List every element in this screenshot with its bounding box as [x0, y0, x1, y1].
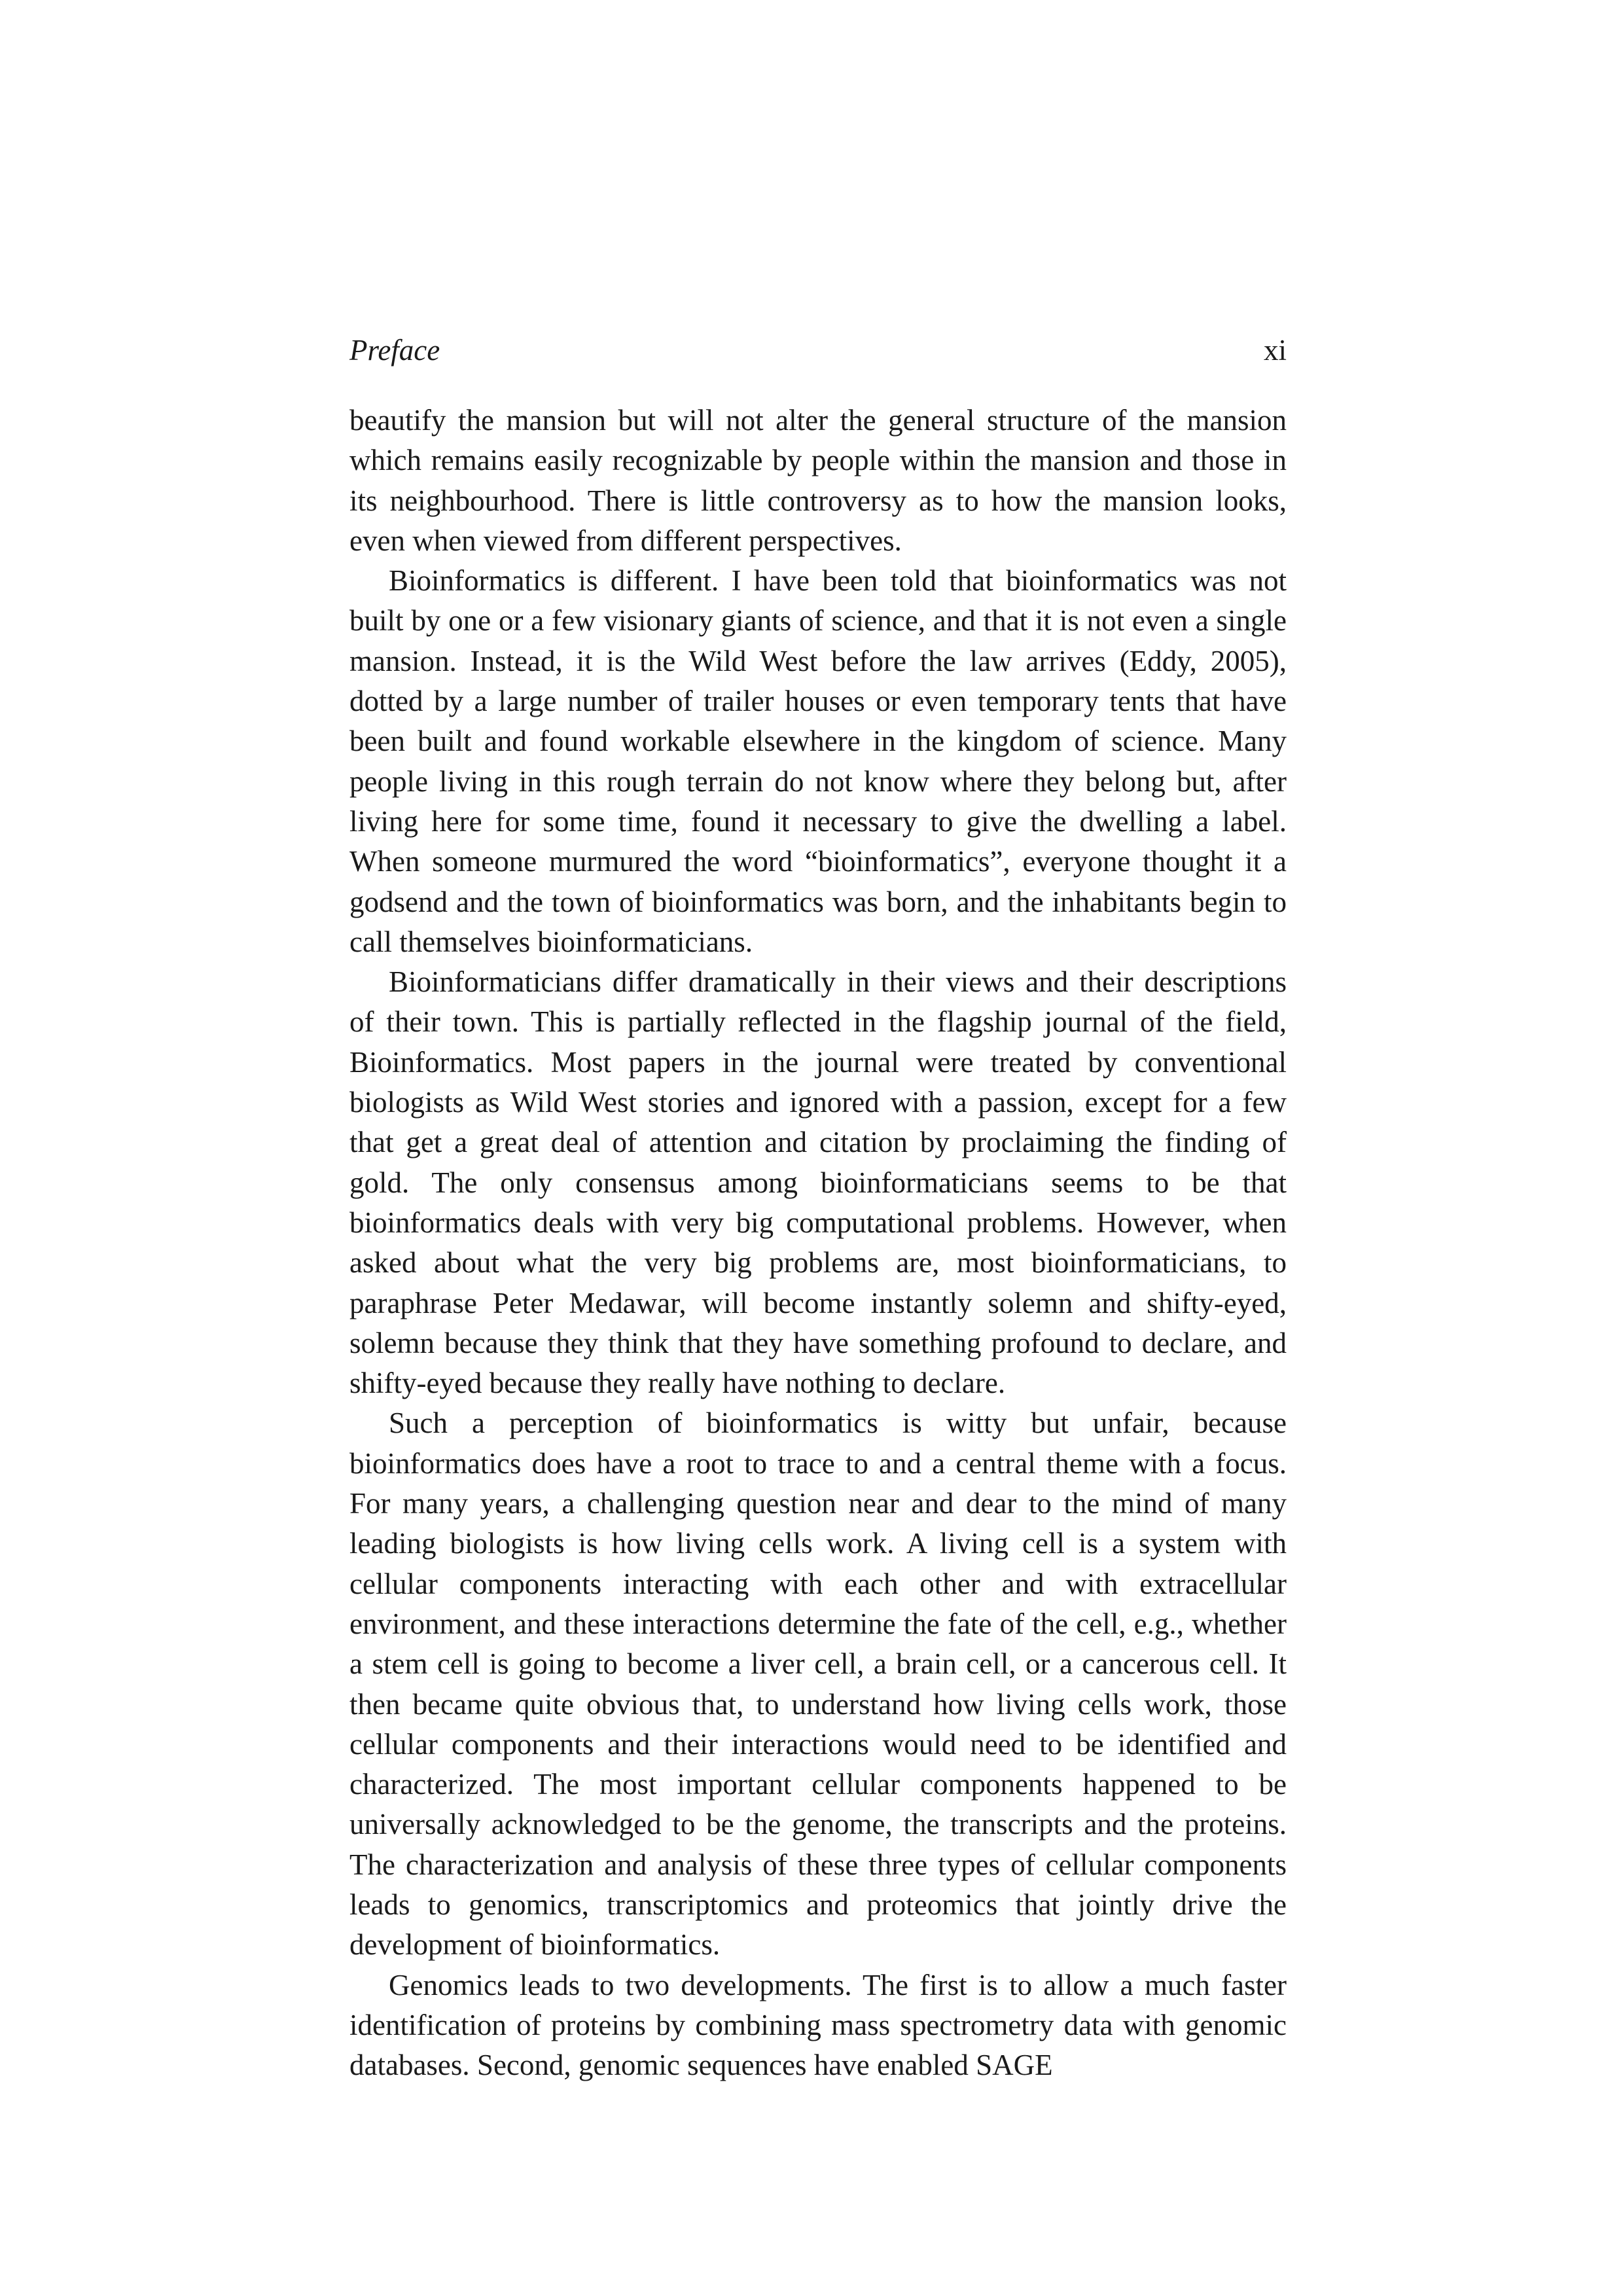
page-number: xi [1263, 334, 1287, 367]
body-text [349, 401, 1287, 2085]
running-header-title: Preface [349, 334, 440, 367]
paragraph: Such a perception of bioinformatics is witty but unfair, because bioinformatics does have a root to trace to and a central theme with a focus. For many years, a challenging question near and dear to the mind of many leading biologists is how living cells work. A living cell is a system with cellular components interacting with each other and with extracellular environment, and these interactions determine the fate of the cell, e.g., whether a stem cell is going to become a liver cell, a brain cell, or a cancerous cell. It then became quite obvious that, to understand how living cells work, those cellular components and their interactions would need to be identified and characterized. The most important cellular components happened to be universally acknowledged to be the genome, the transcripts and the proteins. The characterization and analysis of these three types of cellular components leads to genomics, transcriptomics and proteomics that jointly drive the development of bioinformatics. [349, 1407, 1287, 1962]
running-header [349, 327, 1287, 373]
paragraph: Bioinformaticians differ dramatically in their views and their descriptions of their town. This is partially reflected in the flagship journal of the field, Bioinformatics. Most papers in the journal were treated by conventional biologists as Wild West stories and ignored with a passion, except for a few that get a great deal of attention and citation by proclaiming the finding of gold. The only consensus among bioinformaticians seems to be that bioinformatics deals with very big computational problems. However, when asked about what the very big problems are, most bioinformaticians, to paraphrase Peter Medawar, will become instantly solemn and shifty-eyed, solemn because they think that they have something profound to declare, and shifty-eyed because they really have nothing to declare. [349, 965, 1287, 1400]
paragraph: Genomics leads to two developments. The first is to allow a much faster identification of proteins by combining mass spectrometry data with genomic databases. Second, genomic sequences have enabled SAGE [349, 1968, 1287, 2082]
paragraph: Bioinformatics is different. I have been told that bioinformatics was not built by one or a few visionary giants of science, and that it is not even a single mansion. Instead, it is the Wild West before the law arrives (Eddy, 2005), dotted by a large number of trailer houses or even temporary tents that have been built and found workable elsewhere in the kingdom of science. Many people living in this rough terrain do not know where they belong but, after living here for some time, found it necessary to give the dwelling a label. When someone murmured the word “bioinformatics”, everyone thought it a godsend and the town of bioinformatics was born, and the inhabitants begin to call themselves bioinformaticians. [349, 564, 1287, 958]
paragraph-continuation: beautify the mansion but will not alter the general structure of the mansion which remains easily recognizable by people within the mansion and those in its neighbourhood. There is little controversy as to how the mansion looks, even when viewed from different perspectives. [349, 404, 1287, 557]
